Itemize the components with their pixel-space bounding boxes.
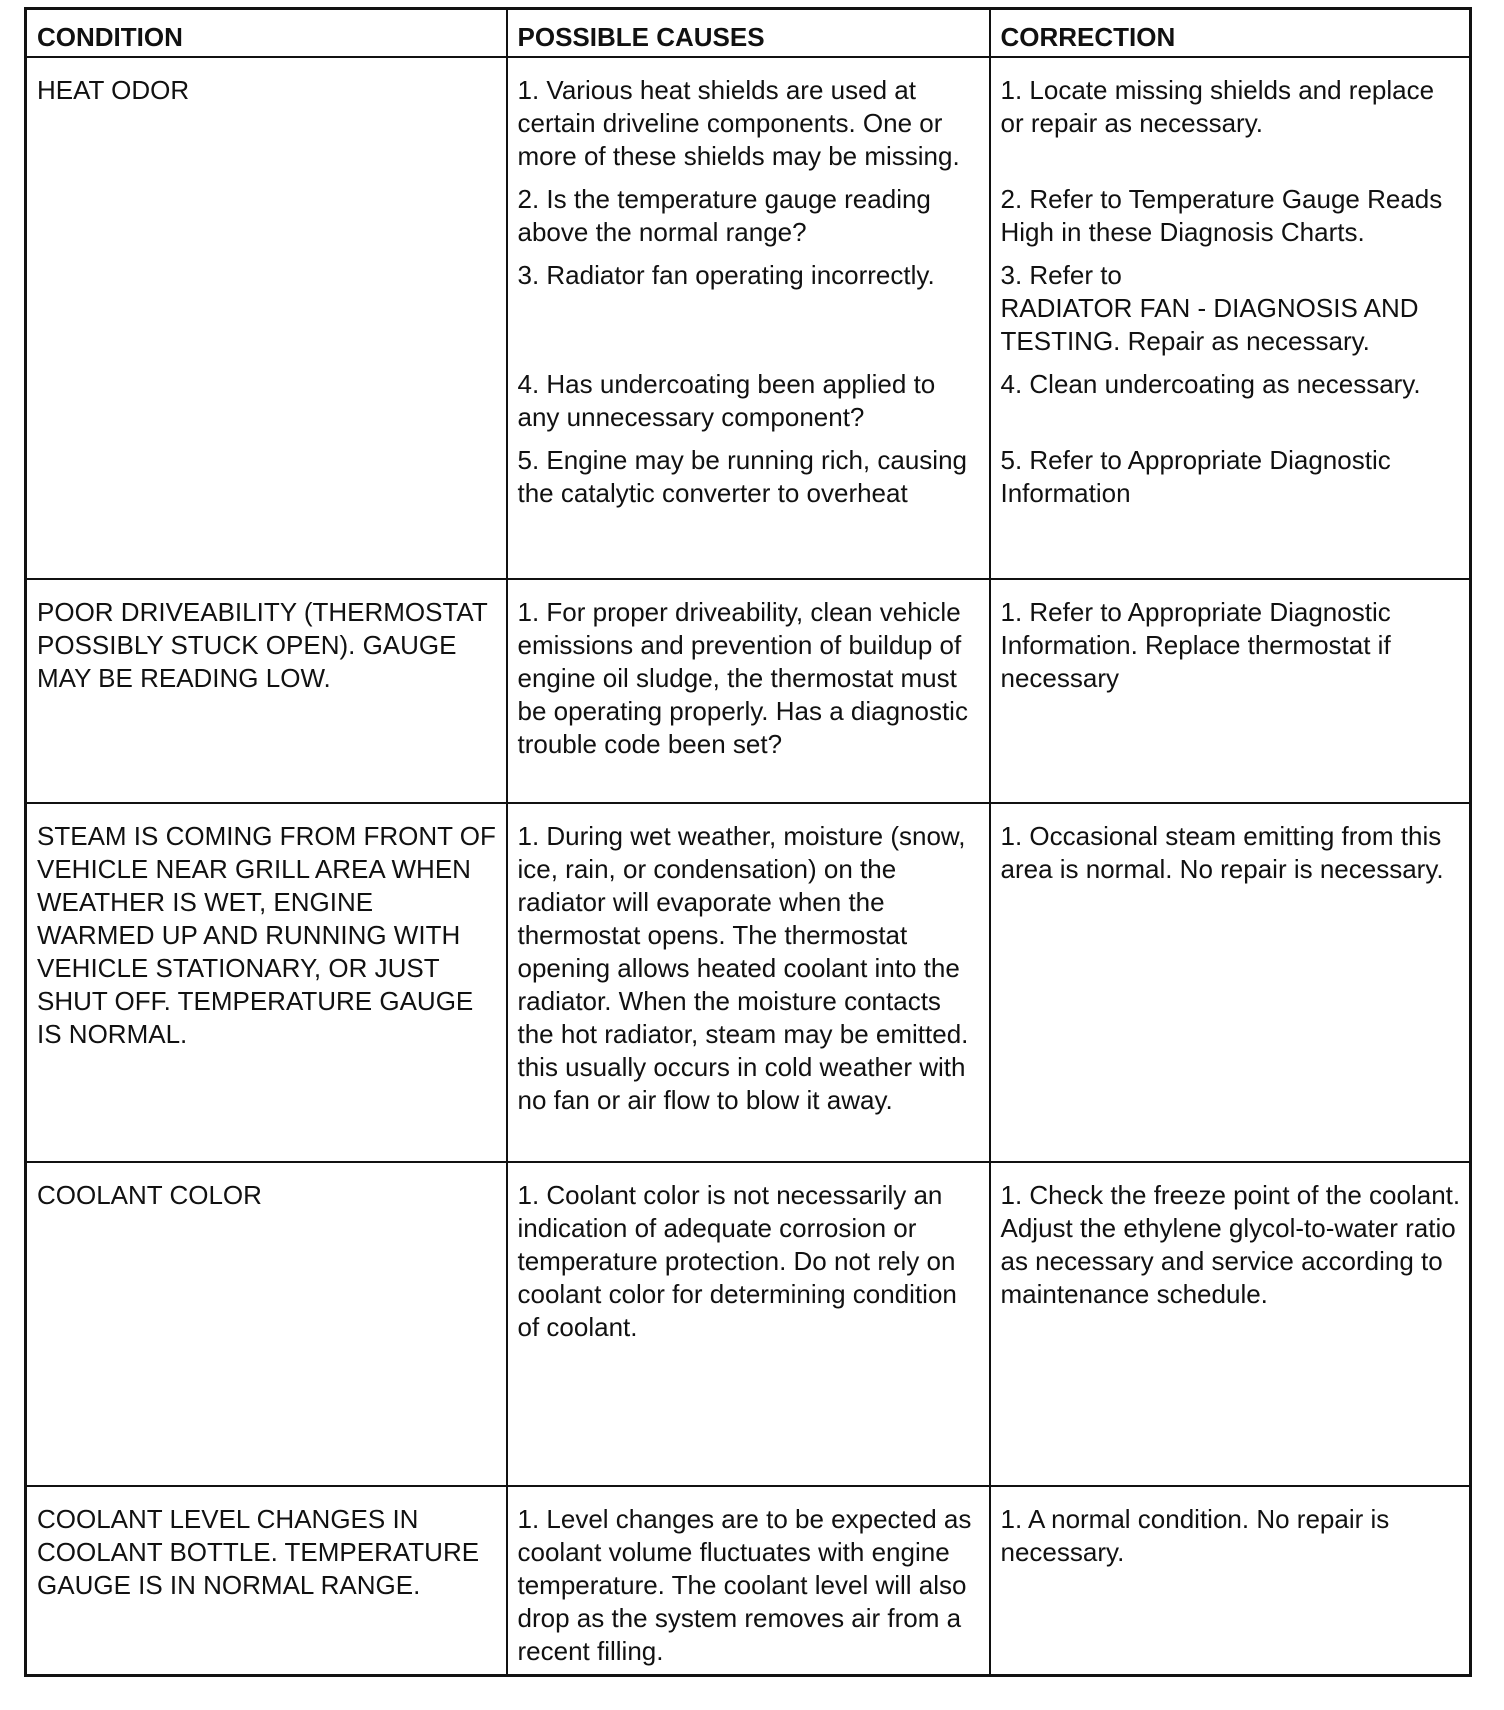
correction-cell bbox=[990, 1486, 1471, 1676]
cause-item: 5. Engine may be running rich, causing the catalytic converter to overheat bbox=[517, 444, 967, 508]
table-row bbox=[26, 579, 1471, 803]
header-condition: CONDITION bbox=[26, 9, 507, 57]
correction-item: 5. Refer to Appropriate Diagnostic Information bbox=[1000, 444, 1391, 508]
causes-cell bbox=[507, 1162, 990, 1486]
condition-cell bbox=[26, 803, 507, 1162]
cause-item: 4. Has undercoating been applied to any unnecessary component? bbox=[517, 368, 936, 432]
condition-text: STEAM IS COMING FROM FRONT OF VEHICLE NEAR GRILL AREA WHEN WEATHER IS WET, ENGINE WARMED UP AND RUNNING WITH VEHICLE STATIONARY, OR JUST SHUT OFF. TEMPERATURE GAUGE IS NORMAL. bbox=[37, 820, 496, 1049]
correction-item: 3. Refer to RADIATOR FAN - DIAGNOSIS AND TESTING. Repair as necessary. bbox=[1000, 259, 1419, 356]
header-correction: CORRECTION bbox=[990, 9, 1471, 57]
condition-cell bbox=[26, 57, 507, 579]
table-row bbox=[26, 803, 1471, 1162]
table-row bbox=[26, 57, 1471, 579]
correction-cell bbox=[990, 803, 1471, 1162]
cause-item: 1. Coolant color is not necessarily an indication of adequate corrosion or temperature protection. Do not rely on coolant color for determining condition of coolant. bbox=[517, 1179, 957, 1342]
causes-cell bbox=[507, 803, 990, 1162]
table-row bbox=[26, 1486, 1471, 1676]
header-row bbox=[26, 9, 1471, 57]
correction-item: 2. Refer to Temperature Gauge Reads High in these Diagnosis Charts. bbox=[1000, 183, 1443, 247]
condition-text: HEAT ODOR bbox=[37, 74, 190, 105]
cause-item: 1. Various heat shields are used at certain driveline components. One or more of these shields may be missing. bbox=[517, 74, 960, 171]
causes-cell bbox=[507, 1486, 990, 1676]
correction-item: 1. Locate missing shields and replace or repair as necessary. bbox=[1000, 74, 1435, 138]
correction-cell bbox=[990, 579, 1471, 803]
correction-item: 4. Clean undercoating as necessary. bbox=[1000, 368, 1421, 399]
causes-cell bbox=[507, 57, 990, 579]
causes-cell bbox=[507, 579, 990, 803]
table-row bbox=[26, 1162, 1471, 1486]
correction-cell bbox=[990, 57, 1471, 579]
condition-cell bbox=[26, 1162, 507, 1486]
correction-item: 1. Check the freeze point of the coolant. Adjust the ethylene glycol-to-water ratio as necessary and service according to maintenance schedule. bbox=[1000, 1179, 1461, 1309]
condition-text: COOLANT COLOR bbox=[37, 1179, 262, 1210]
header-possible-causes: POSSIBLE CAUSES bbox=[507, 9, 990, 57]
cause-item: 3. Radiator fan operating incorrectly. bbox=[517, 259, 935, 290]
correction-item: 1. Refer to Appropriate Diagnostic Information. Replace thermostat if necessary bbox=[1000, 596, 1391, 693]
correction-item: 1. Occasional steam emitting from this area is normal. No repair is necessary. bbox=[1000, 820, 1444, 884]
condition-cell bbox=[26, 1486, 507, 1676]
diagnosis-table bbox=[24, 7, 1472, 1677]
cause-item: 1. For proper driveability, clean vehicle emissions and prevention of buildup of engine oil sludge, the thermostat must be operating properly. Has a diagnostic trouble code been set? bbox=[517, 596, 968, 759]
cause-item: 2. Is the temperature gauge reading above the normal range? bbox=[517, 183, 931, 247]
cause-item: 1. During wet weather, moisture (snow, ice, rain, or condensation) on the radiator will evaporate when the thermostat opens. The thermostat opening allows heated coolant into the radiator. When the moisture contacts the hot radiator, steam may be emitted. this usually occurs in cold weather with no fan or air flow to blow it away. bbox=[517, 820, 969, 1115]
cause-item: 1. Level changes are to be expected as coolant volume fluctuates with engine temperature. The coolant level will also drop as the system removes air from a recent filling. bbox=[517, 1503, 972, 1666]
condition-cell bbox=[26, 579, 507, 803]
correction-cell bbox=[990, 1162, 1471, 1486]
correction-item: 1. A normal condition. No repair is necessary. bbox=[1000, 1503, 1390, 1567]
condition-text: POOR DRIVEABILITY (THERMOSTAT POSSIBLY STUCK OPEN). GAUGE MAY BE READING LOW. bbox=[37, 596, 488, 693]
condition-text: COOLANT LEVEL CHANGES IN COOLANT BOTTLE. TEMPERATURE GAUGE IS IN NORMAL RANGE. bbox=[37, 1503, 480, 1600]
